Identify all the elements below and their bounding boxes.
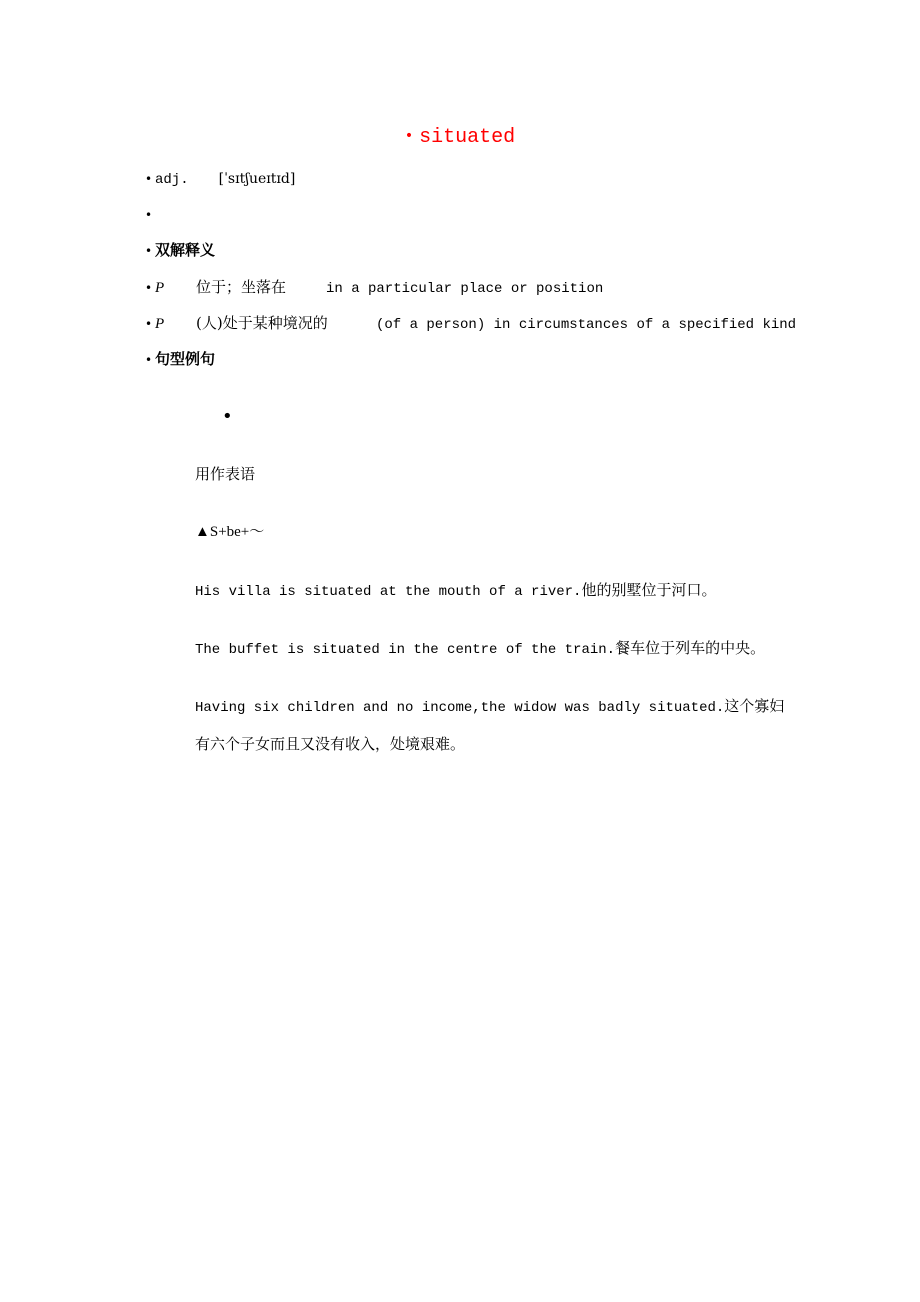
example-english: The buffet is situated in the centre of the train. — [195, 642, 616, 658]
definition-item — [145, 277, 603, 299]
definitions-heading-line — [145, 240, 215, 261]
example-chinese: 餐车位于列车的中央。 — [615, 639, 766, 657]
empty-line — [145, 204, 155, 225]
examples-bullet: • — [222, 406, 233, 427]
example-chinese: 这个寡妇有六个子女而且又没有收入，处境艰难。 — [195, 697, 785, 753]
headword: situated — [419, 126, 516, 149]
definitions-heading: 双解释义 — [155, 241, 216, 259]
example-english: Having six children and no income,the widow was badly situated. — [195, 700, 725, 716]
bullet: • — [145, 244, 153, 258]
definition-english: (of a person) in circumstances of a specified kind — [376, 317, 797, 333]
example-sentence — [195, 688, 795, 762]
title-bullet: • — [404, 128, 414, 144]
definition-item — [145, 313, 796, 335]
phonetic: [ˈsɪtʃueɪtɪd] — [218, 171, 296, 187]
page-title — [0, 122, 920, 152]
bullet: • — [145, 208, 153, 222]
definition-chinese: (人)处于某种境况的 — [196, 314, 328, 332]
bullet: • — [145, 172, 153, 186]
definition-english: in a particular place or position — [326, 281, 604, 297]
example-chinese: 他的别墅位于河口。 — [581, 581, 717, 599]
entry-line — [145, 168, 295, 190]
examples-heading: 句型例句 — [155, 350, 216, 368]
example-sentence — [195, 572, 795, 610]
bullet: • — [145, 281, 153, 295]
examples-heading-line — [145, 349, 215, 370]
sentence-pattern: ▲S+be+～ — [195, 524, 265, 540]
bullet: • — [145, 317, 153, 331]
definition-chinese: 位于；坐落在 — [196, 278, 287, 296]
bullet: • — [145, 353, 153, 367]
definition-marker: P — [155, 316, 165, 332]
example-sentence — [195, 630, 795, 668]
example-english: His villa is situated at the mouth of a river. — [195, 584, 582, 600]
definition-marker: P — [155, 280, 165, 296]
usage-label: 用作表语 — [195, 465, 256, 483]
part-of-speech: adj. — [155, 172, 189, 188]
